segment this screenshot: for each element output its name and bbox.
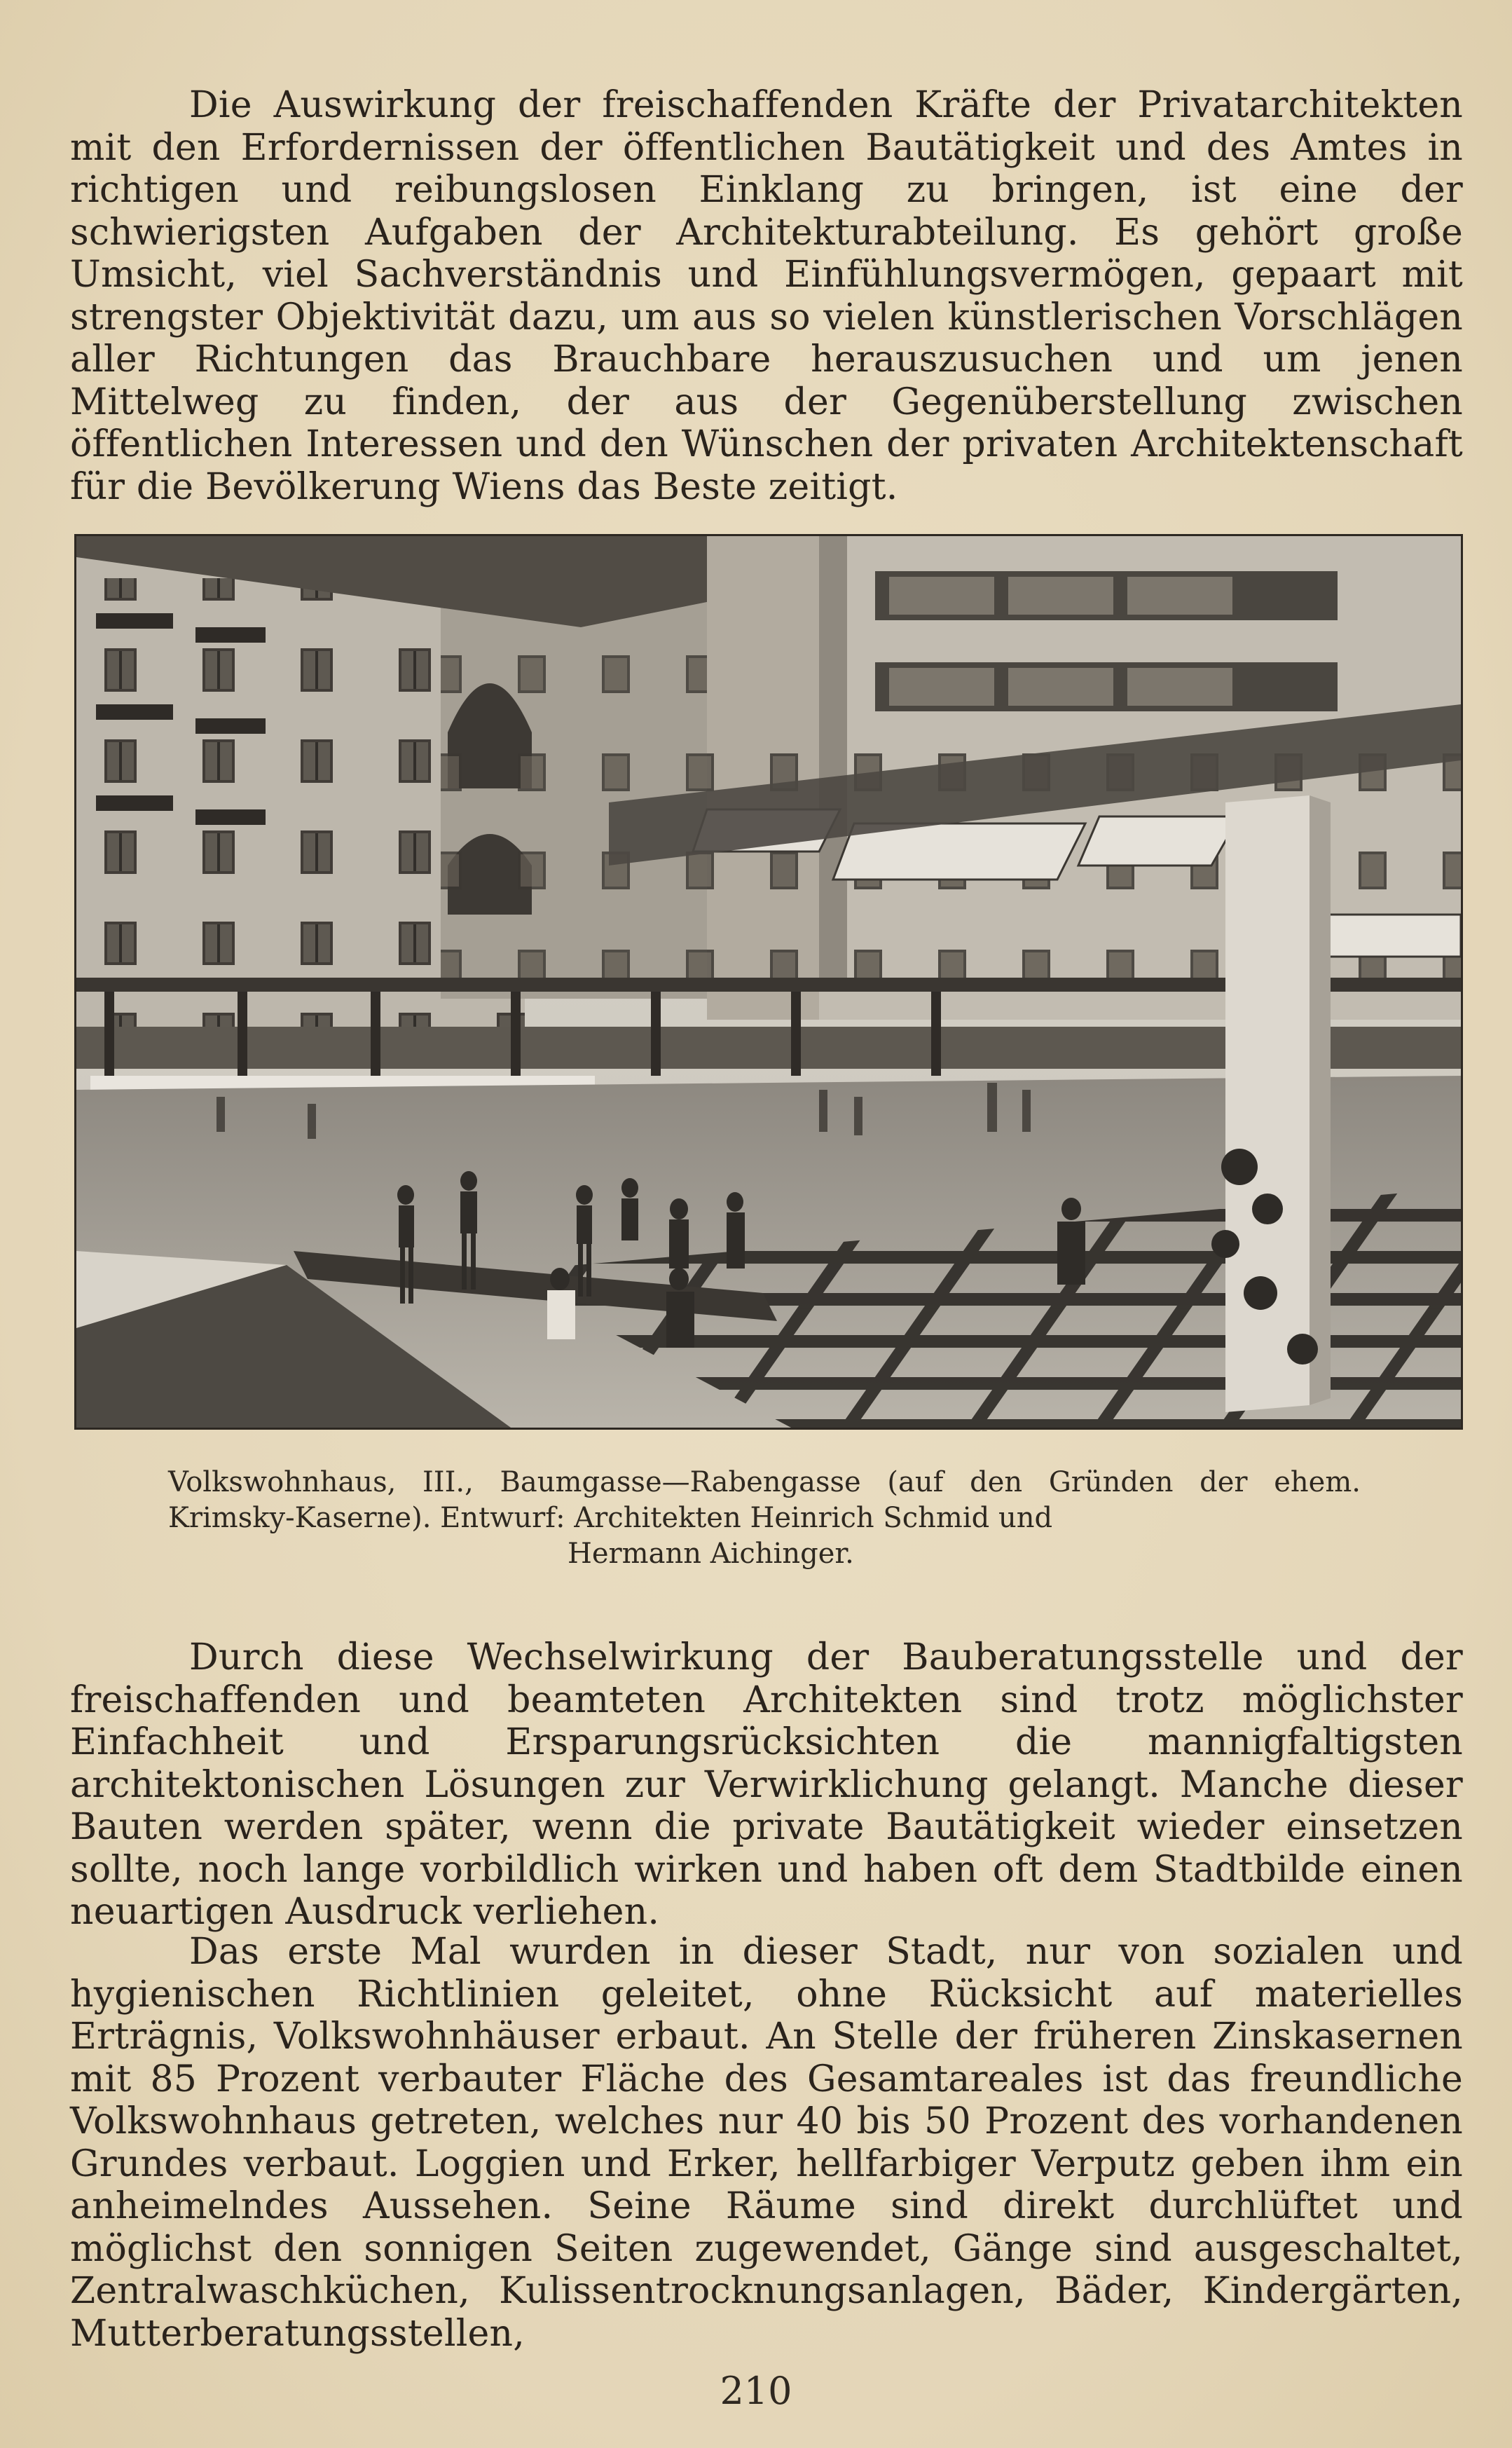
- paragraph-housing: Das erste Mal wurden in dieser Stadt, nur von sozialen und hygienischen Richtlinien geleitet, ohne Rücksicht auf materielles Erträgnis, Volkswohnhäuser erbaut. An Stelle der früheren Zinskasernen mit 85 Prozent verbauter Fläche des Gesamtareales ist das freundliche Volkswohnhaus getreten, welches nur 40 bis 50 Prozent des vorhandenen Grundes verbaut. Loggien und Erker, hellfarbiger Verputz geben ihm ein anheimelndes Aussehen. Seine Räume sind direkt durchlüftet und möglichst den sonnigen Seiten zugewendet, Gänge sind ausgeschaltet, Zentralwaschküchen, Kulissentrocknungsanlagen, Bäder, Kindergärten, Mutterberatungsstellen,: [70, 1931, 1463, 2355]
- paragraph-collaboration: Durch diese Wechselwirkung der Bauberatungsstelle und der freischaffenden und beamteten Architekten sind trotz möglichster Einfachheit und Ersparungsrücksichten die mannigfaltigsten architektonischen Lösungen zur Verwirklichung gelangt. Manche dieser Bauten werden später, wenn die private Bautätigkeit wieder einsetzen sollte, noch lange vorbildlich wirken und haben oft dem Stadtbilde einen neuartigen Ausdruck verliehen.: [70, 1636, 1463, 1933]
- photo-caption: [168, 1465, 1361, 1572]
- page-number: 210: [720, 2369, 792, 2413]
- caption-text: Volkswohnhaus, III., Baumgasse—Rabengasse (auf den Gründen der ehem. Krimsky-Kaserne). Entwurf: Architekten Heinrich Schmid und: [168, 1466, 1361, 1534]
- caption-architect-name: Hermann Aichinger.: [568, 1538, 854, 1570]
- paragraph-intro: Die Auswirkung der freischaffenden Kräfte der Privatarchitekten mit den Erfordernissen der öffentlichen Bautätigkeit und des Amtes in richtigen und reibungslosen Einklang zu bringen, ist eine der schwierigsten Aufgaben der Architekturabteilung. Es gehört große Umsicht, viel Sachverständnis und Einfühlungsvermögen, gepaart mit strengster Objektivität dazu, um aus so vielen künstlerischen Vorschlägen aller Richtungen das Brauchbare herauszusuchen und um jenen Mittelweg zu finden, der aus der Gegenüberstellung zwischen öffentlichen Interessen und den Wünschen der privaten Architektenschaft für die Bevölkerung Wiens das Beste zeitigt.: [70, 84, 1463, 508]
- housing-courtyard-photo: [74, 534, 1463, 1430]
